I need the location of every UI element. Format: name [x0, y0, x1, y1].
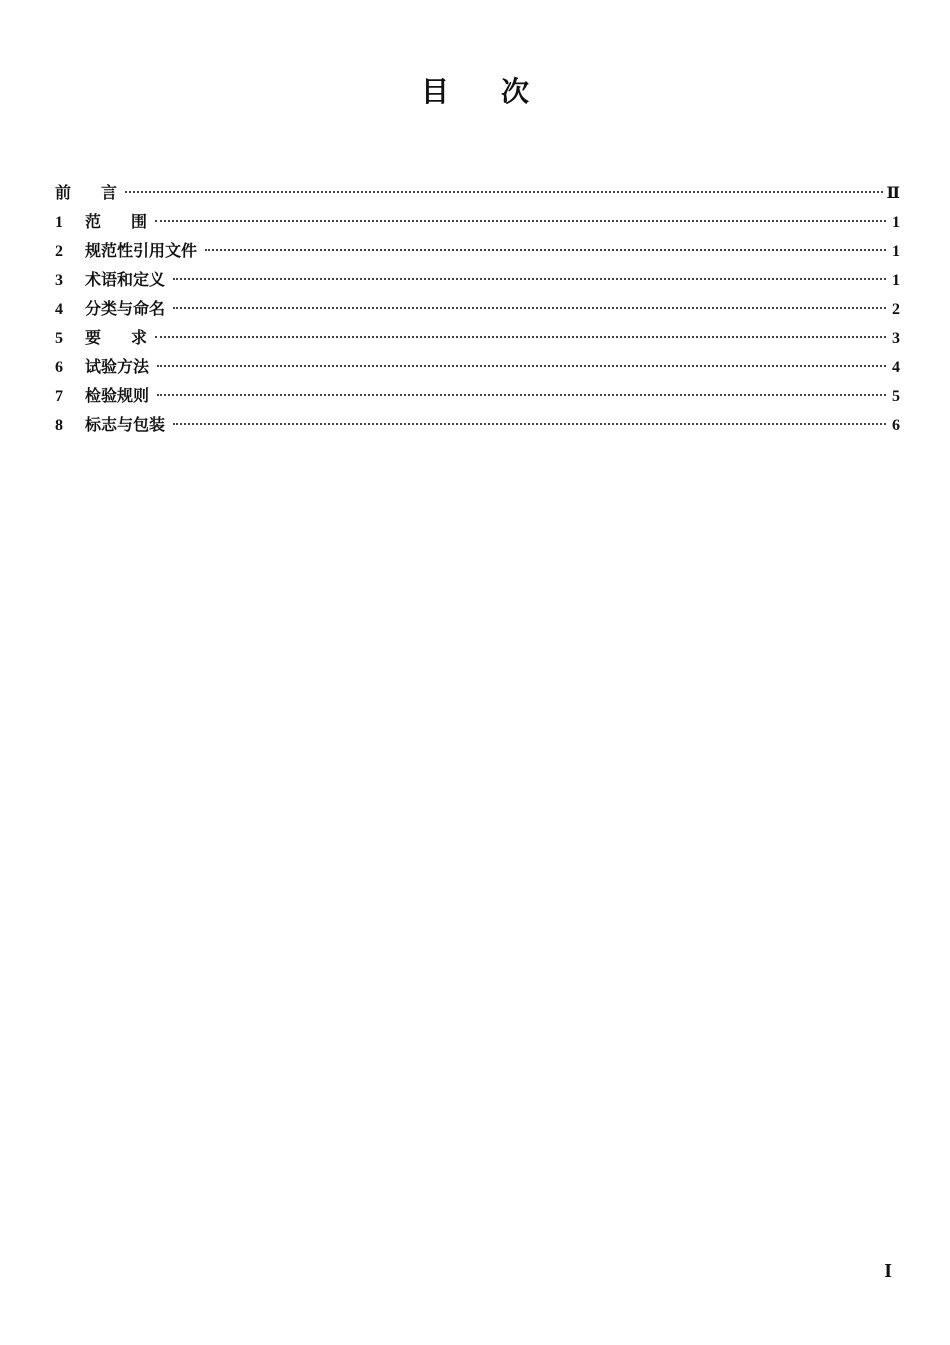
title-char-2: 次 — [501, 75, 530, 108]
toc-leader-dots — [155, 220, 886, 222]
toc-leader-dots — [157, 365, 886, 367]
toc-entry-number: 6 — [55, 359, 63, 376]
toc-leader-dots — [173, 423, 886, 425]
toc-entry-number: 1 — [55, 214, 63, 231]
toc-entry-label: 要 求 — [85, 328, 148, 347]
toc-leader-dots — [155, 336, 886, 338]
toc-leader-dots — [157, 394, 886, 396]
toc-entry-page: 3 — [892, 330, 900, 347]
toc-entry-label: 规范性引用文件 — [85, 241, 198, 260]
toc-entry-label: 范 围 — [85, 212, 148, 231]
toc-entry-page: 2 — [892, 301, 900, 318]
table-of-contents — [55, 178, 900, 439]
toc-entry-number: 5 — [55, 330, 63, 347]
toc-entry-number: 8 — [55, 417, 63, 434]
toc-entry-page: 6 — [892, 417, 900, 434]
toc-entry-page: 4 — [892, 359, 900, 376]
toc-leader-dots — [173, 307, 886, 309]
toc-entry-label: 分类与命名 — [85, 299, 166, 318]
toc-entry-foreword[interactable] — [55, 178, 900, 207]
toc-entry-requirements[interactable] — [55, 323, 900, 352]
toc-entry-number: 7 — [55, 388, 63, 405]
toc-entry-number: 2 — [55, 243, 63, 260]
toc-entry-page: 1 — [892, 272, 900, 289]
toc-entry-page: 1 — [892, 214, 900, 231]
toc-entry-number: 3 — [55, 272, 63, 289]
toc-leader-dots — [125, 191, 882, 193]
toc-entry-label: 检验规则 — [85, 386, 150, 405]
toc-entry-terms-definitions[interactable] — [55, 265, 900, 294]
toc-entry-page: 5 — [892, 388, 900, 405]
toc-entry-label: 标志与包装 — [85, 415, 166, 434]
toc-leader-dots — [173, 278, 886, 280]
page-number: I — [884, 1260, 892, 1282]
toc-entry-page: 1 — [892, 243, 900, 260]
toc-leader-dots — [205, 249, 886, 251]
toc-entry-classification[interactable] — [55, 294, 900, 323]
toc-entry-marking-packaging[interactable] — [55, 410, 900, 439]
toc-entry-label: 试验方法 — [85, 357, 150, 376]
toc-entry-label: 前 言 — [55, 183, 118, 202]
toc-entry-test-methods[interactable] — [55, 352, 900, 381]
title-char-1: 目 — [420, 75, 449, 108]
toc-entry-number: 4 — [55, 301, 63, 318]
toc-entry-inspection-rules[interactable] — [55, 381, 900, 410]
toc-entry-label: 术语和定义 — [85, 270, 166, 289]
toc-entry-scope[interactable] — [55, 207, 900, 236]
toc-entry-page: Ⅱ — [886, 185, 900, 202]
toc-entry-normative-references[interactable] — [55, 236, 900, 265]
page-title — [0, 72, 950, 112]
